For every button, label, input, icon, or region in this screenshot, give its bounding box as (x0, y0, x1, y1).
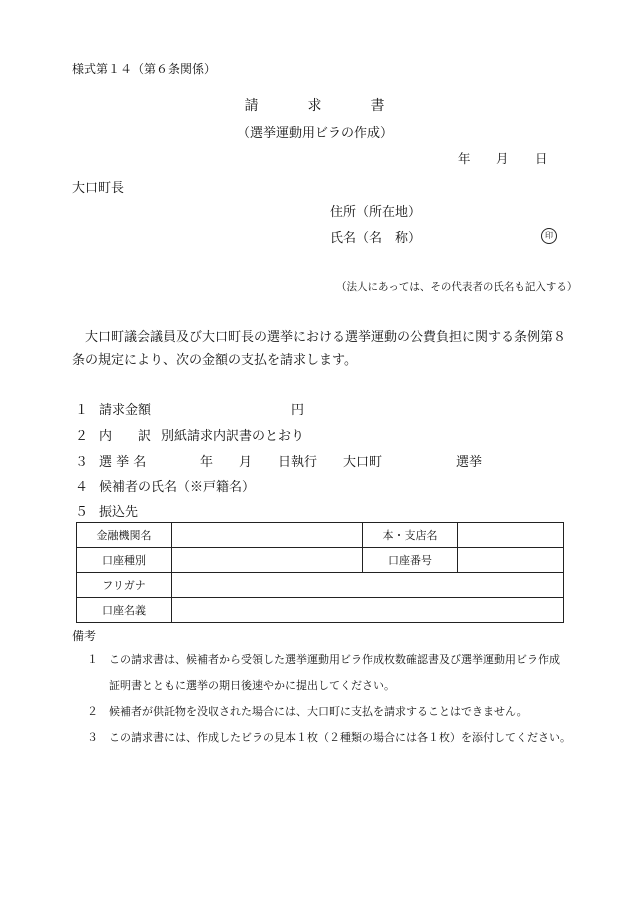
table-row (77, 598, 564, 623)
amount-unit: 円 (291, 403, 305, 418)
account-number-field[interactable] (458, 548, 564, 573)
addressee: 大口町長 (72, 181, 125, 196)
name-label: 氏名（名 称） (330, 231, 422, 246)
account-holder-field[interactable] (172, 598, 564, 623)
item-label: 候補者の氏名（※戸籍名） (99, 480, 256, 495)
document-title (0, 95, 630, 115)
furigana-field[interactable] (172, 573, 564, 598)
remark-text: この請求書には、作成したビラの見本１枚（２種類の場合には各１枚）を添付してください。 (109, 731, 571, 744)
item-number: ２ (75, 429, 89, 444)
election-day-label: 日執行 (278, 455, 318, 470)
bank-name-field[interactable] (172, 523, 363, 548)
address-label: 住所（所在地） (330, 205, 422, 220)
item-election-name (75, 451, 146, 470)
item-number: ５ (75, 505, 89, 520)
corporate-note: （法人にあっては、その代表者の氏名も記入する） (336, 281, 578, 293)
item-label: 振込先 (99, 505, 139, 520)
form-number: 様式第１４（第６条関係） (72, 62, 217, 76)
remark-text: この請求書は、候補者から受領した選挙運動用ビラ作成枚数確認書及び選挙運動用ビラ作成 (109, 653, 560, 666)
date-month-label: 月 (496, 151, 509, 166)
item-label: 請求金額 (99, 403, 152, 418)
item-amount (75, 399, 151, 418)
account-number-label: 口座番号 (363, 548, 458, 573)
branch-label: 本・支店名 (363, 523, 458, 548)
seal-mark: 印 (541, 228, 557, 244)
document-subtitle: （選挙運動用ビラの作成） (236, 126, 393, 141)
remark-2 (87, 703, 528, 719)
account-holder-label: 口座名義 (77, 598, 172, 623)
request-body: 大口町議会議員及び大口町長の選挙における選挙運動の公費負担に関する条例第８条の規定により、次の金額の支払を請求します。 (72, 330, 567, 368)
item-number: ３ (75, 455, 89, 470)
date-day-label: 日 (535, 151, 548, 166)
item-breakdown (75, 425, 304, 444)
remark-number: １ (87, 653, 98, 666)
item-number: １ (75, 403, 89, 418)
account-type-field[interactable] (172, 548, 363, 573)
remark-3 (87, 729, 571, 745)
item-transfer-to (75, 501, 138, 520)
election-suffix: 選挙 (456, 455, 483, 470)
title-char-2: 求 (307, 98, 323, 114)
title-char-1: 請 (244, 98, 260, 114)
election-town: 大口町 (343, 455, 383, 470)
remark-number: ３ (87, 731, 98, 744)
table-row (77, 523, 564, 548)
item-value: 別紙請求内訳書のとおり (161, 429, 305, 444)
bank-account-table (76, 522, 564, 623)
item-label: 内 訳 (99, 429, 152, 444)
account-type-label: 口座種別 (77, 548, 172, 573)
date-year-label: 年 (458, 151, 471, 166)
election-year-label: 年 (200, 455, 214, 470)
bank-name-label: 金融機関名 (77, 523, 172, 548)
table-row (77, 548, 564, 573)
branch-field[interactable] (458, 523, 564, 548)
remark-text: 候補者が供託物を没収された場合には、大口町に支払を請求することはできません。 (109, 705, 528, 718)
remark-1 (87, 651, 560, 667)
item-candidate-name (75, 476, 255, 495)
election-month-label: 月 (239, 455, 253, 470)
item-number: ４ (75, 480, 89, 495)
furigana-label: フリガナ (77, 573, 172, 598)
remarks-heading: 備考 (72, 629, 97, 643)
item-label: 選 挙 名 (99, 455, 147, 470)
table-row (77, 573, 564, 598)
remark-number: ２ (87, 705, 98, 718)
remark-1-continued: 証明書とともに選挙の期日後速やかに提出してください。 (109, 679, 395, 692)
title-char-3: 書 (370, 98, 386, 114)
